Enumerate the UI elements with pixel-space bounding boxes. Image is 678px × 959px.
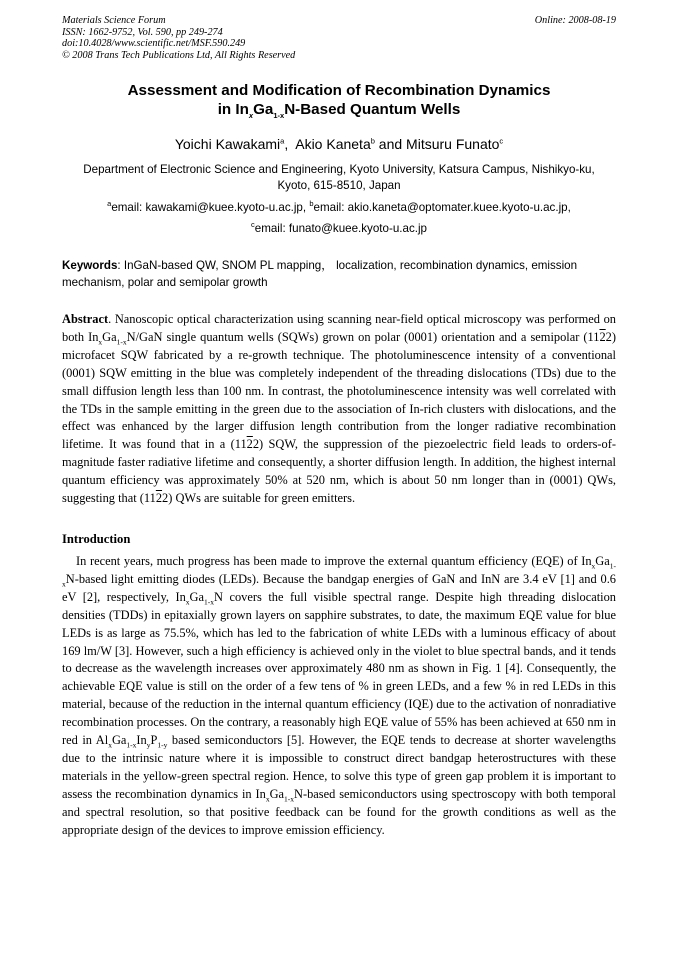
email-b[interactable]: email: akio.kaneta@optomater.kuee.kyoto-u.ac.jp,: [313, 201, 571, 214]
email-block: $^a$email: kawakami@kuee.kyoto-u.ac.jp, $^b$email: akio.kaneta@optomater.kuee.kyoto-u.ac.jp, $^c$email: funato@kuee.kyoto-u.ac.jp: [107, 199, 571, 235]
journal-header: [62, 15, 616, 61]
author-list: Yoichi Kawakami$^a$, Akio Kaneta$^b$ and Mitsuru Funato$^c$: [174, 136, 504, 152]
section-heading-introduction: Introduction: [62, 532, 131, 546]
title-line-2: in $In_xGa_{1-x}N$-Based Quantum Wells: [217, 101, 461, 121]
copyright-line: © 2008 Trans Tech Publications Ltd, All Rights Reserved: [62, 49, 296, 61]
keywords-label: Keywords: [62, 259, 118, 272]
paper-title: [62, 81, 616, 119]
abstract-label: Abstract: [62, 312, 109, 326]
email-a[interactable]: email: kawakami@kuee.kyoto-u.ac.jp,: [111, 201, 307, 214]
affiliation: Department of Electronic Science and Engineering, Kyoto University, Katsura Campus, Nishikyo-ku, Kyoto, 615-8510, Japan: [83, 163, 595, 192]
keywords: [62, 258, 616, 291]
author-3: Mitsuru Funato: [406, 136, 500, 152]
email-c[interactable]: email: funato@kuee.kyoto-u.ac.jp: [254, 222, 427, 235]
journal-name: Materials Science Forum: [62, 15, 166, 26]
title-line-1: Assessment and Modification of Recombination Dynamics: [127, 82, 551, 99]
online-date: Online: 2008-08-19: [534, 15, 616, 26]
abstract: Abstract. Nanoscopic optical characterization using scanning near-field optical microscopy was performed on both $In_xGa_{1-x}N$/GaN single quantum wells (SQWs) grown on polar (0001) orientation and a semipolar (1122) microfacet SQW fabricated by a re-growth technique. The photoluminescence intensity of a conventional (0001) SQW emitting in the blue was completely independent of the threading dislocations (TDs) due to the small diffusion length less than 100 nm. In contrast, the photoluminescence intensity was well correlated with the TDs in the sample emitting in the green due to the association of In-rich clusters with dislocations, and the effect was enhanced by the larger diffusion length contribution from the longer radiative recombination lifetime. It was found that in a (1122) SQW, the suppression of the piezoelectric field leads to orders-of-magnitude faster radiative lifetime and consequently, a shorter diffusion length. In addition, the highest internal quantum efficiency was approximately 50% at 520 nm, which is about 50 nm longer than in (0001) QWs, suggesting that (1122) QWs are suitable for green emitters.: [62, 312, 616, 506]
doi-line: doi:10.4028/www.scientific.net/MSF.590.249: [62, 38, 246, 50]
author-2: Akio Kaneta: [295, 136, 371, 152]
issn-line: ISSN: 1662-9752, Vol. 590, pp 249-274: [62, 26, 223, 38]
author-1: Yoichi Kawakami: [174, 136, 281, 152]
introduction-paragraph: In recent years, much progress has been made to improve the external quantum efficiency (EQE) of $In_xGa_{1-x}N$-based light emitting diodes (LEDs). Because the bandgap energies of GaN and InN are 3.4 eV [1] and 0.6 eV [2], respectively, $In_xGa_{1-x}N$ covers the full visible spectral range. Despite high threading dislocation densities (TDDs) in epitaxially grown layers on sapphire substrates, to date, the maximum EQE value for blue LEDs is as large as 75.5%, which has led to the fabrication of white LEDs with a luminous efficacy of about 169 lm/W [3]. However, such a high efficiency is achieved only in the violet to blue spectral bands, and it tends to decrease as the wavelength increases over approximately 480 nm as shown in Fig. 1 [4]. Consequently, the achievable EQE value is still on the order of a few tens of % in green LEDs, and a few % in red LEDs in this material, because of the reduction in the internal quantum efficiency (IQE) due to the activation of nonradiative recombination processes. On the contrary, a reasonably high EQE value of 55% has been achieved at 650 nm in red in $Al_xGa_{1-x}In_yP_{1-y}$ based semiconductors [5]. However, the EQE tends to decrease at shorter wavelengths due to the intrinsic nature where it is impossible to construct direct bandgap heterostructures with these materials in the yellow-green spectral region. Hence, to solve this type of green gap problem it is important to assess the recombination dynamics in $In_xGa_{1-x}N$-based semiconductors using spectroscopy with both temporal and spectral resolution, so that positive feedback can be found for the growth conditions as well as the appropriate design of the devices to improve emission efficiency.: [62, 554, 616, 837]
keywords-text: : InGaN-based QW, SNOM PL mapping， localization, recombination dynamics, emission mechanism, polar and semipolar growth: [62, 259, 578, 289]
